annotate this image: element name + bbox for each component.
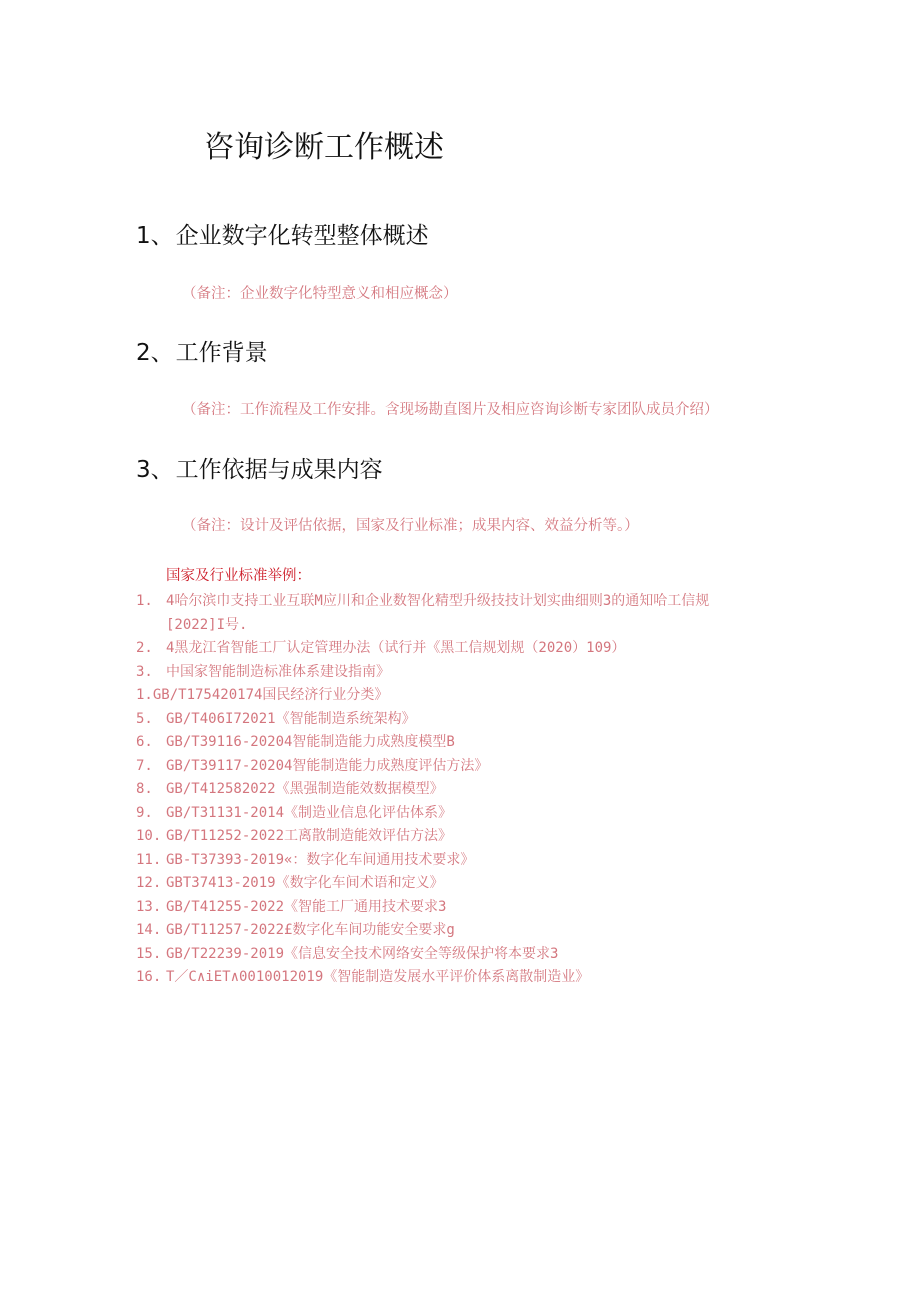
list-item-text: GB/T406I72021《智能制造系统架构》	[166, 710, 416, 727]
section-title: 企业数字化转型整体概述	[175, 223, 429, 249]
list-item-number: 10.	[136, 828, 162, 844]
section-title: 工作背景	[175, 340, 268, 366]
list-item	[0, 778, 920, 802]
list-item-text: GB/T11257-2022£数字化车间功能安全要求g	[166, 922, 455, 938]
list-item	[0, 731, 920, 755]
list-item	[0, 919, 920, 943]
list-item-number: 6.	[136, 734, 153, 750]
list-item-text: GBT37413-2019《数字化车间术语和定义》	[166, 875, 444, 891]
list-item-text: 4黑龙江省智能工厂认定管理办法（试行并《黑工信规划规（2020）109）	[166, 640, 626, 656]
list-item	[0, 661, 920, 685]
list-item-number: 2.	[136, 640, 153, 656]
list-item-text: GB-T37393-2019«：数字化车间通用技术要求》	[166, 851, 475, 868]
list-item	[0, 966, 920, 990]
section-number: 3、	[136, 457, 174, 483]
section-title: 工作依据与成果内容	[175, 457, 383, 483]
list-item-text: GB/T22239-2019《信息安全技术网络安全等级保护将本要求3	[166, 945, 559, 962]
list-item	[0, 825, 920, 849]
list-item	[0, 896, 920, 920]
list-item-text: GB/T41255-2022《智能工厂通用技术要求3	[166, 898, 447, 915]
list-item	[0, 943, 920, 967]
section-heading-3	[136, 455, 383, 485]
section-heading-2	[136, 338, 268, 368]
section-number: 1、	[136, 223, 174, 249]
list-item-text: GB/T412582022《黑强制造能效数据模型》	[166, 781, 444, 797]
list-item	[0, 849, 920, 873]
list-item-number: 11.	[136, 851, 162, 868]
list-item-number: 13.	[136, 898, 162, 915]
list-item-number: 1.	[136, 593, 153, 609]
list-item	[0, 684, 920, 708]
list-item-number: 15.	[136, 945, 162, 962]
list-item-text: GB/T39116-20204智能制造能力成熟度模型B	[166, 734, 455, 750]
list-item	[0, 802, 920, 826]
section-note-2: （备注：工作流程及工作安排。含现场勘直图片及相应咨询诊断专家团队成员介绍）	[182, 402, 719, 418]
section-number: 2、	[136, 340, 174, 366]
list-item-text: GB/T11252-2022工离散制造能效评估方法》	[166, 828, 453, 844]
list-item-text-continued: [2022]I号.	[166, 616, 248, 633]
list-item-number: 16.	[136, 969, 162, 985]
list-item-number: 14.	[136, 922, 162, 938]
list-item-text: 1.GB/T175420174国民经济行业分类》	[136, 687, 389, 703]
page-title: 咨询诊断工作概述	[204, 130, 444, 165]
list-item-text: 4哈尔滨巾支持工业互联M应川和企业数智化精型升级技技计划实曲细则3的通知哈工信规	[166, 593, 710, 609]
list-item	[0, 755, 920, 779]
list-item	[0, 637, 920, 661]
list-item-text: GB/T39117-20204智能制造能力成熟度评估方法》	[166, 757, 489, 774]
list-item-number: 7.	[136, 757, 153, 774]
list-item-number: 9.	[136, 804, 153, 821]
list-item-text: GB/T31131-2014《制造业信息化评估体系》	[166, 804, 453, 821]
list-item-number: 5.	[136, 710, 153, 727]
standards-examples-title: 国家及行业标准举例：	[166, 568, 311, 584]
list-item-text: 中国家智能制造标准体系建设指南》	[166, 663, 390, 680]
list-item-number: 3.	[136, 663, 153, 680]
list-item	[0, 590, 920, 637]
standards-list	[0, 590, 920, 990]
list-item-text: T／C∧iET∧0010012019《智能制造发展水平评价体系离散制造业》	[166, 969, 590, 985]
list-item	[0, 872, 920, 896]
list-item-number: 12.	[136, 875, 162, 891]
section-note-3: （备注：设计及评估依据，国家及行业标准；成果内容、效益分析等。）	[182, 518, 639, 534]
section-note-1: （备注：企业数字化特型意义和相应概念）	[182, 286, 458, 302]
list-item-number: 8.	[136, 781, 153, 797]
section-heading-1	[136, 221, 429, 251]
list-item	[0, 708, 920, 732]
